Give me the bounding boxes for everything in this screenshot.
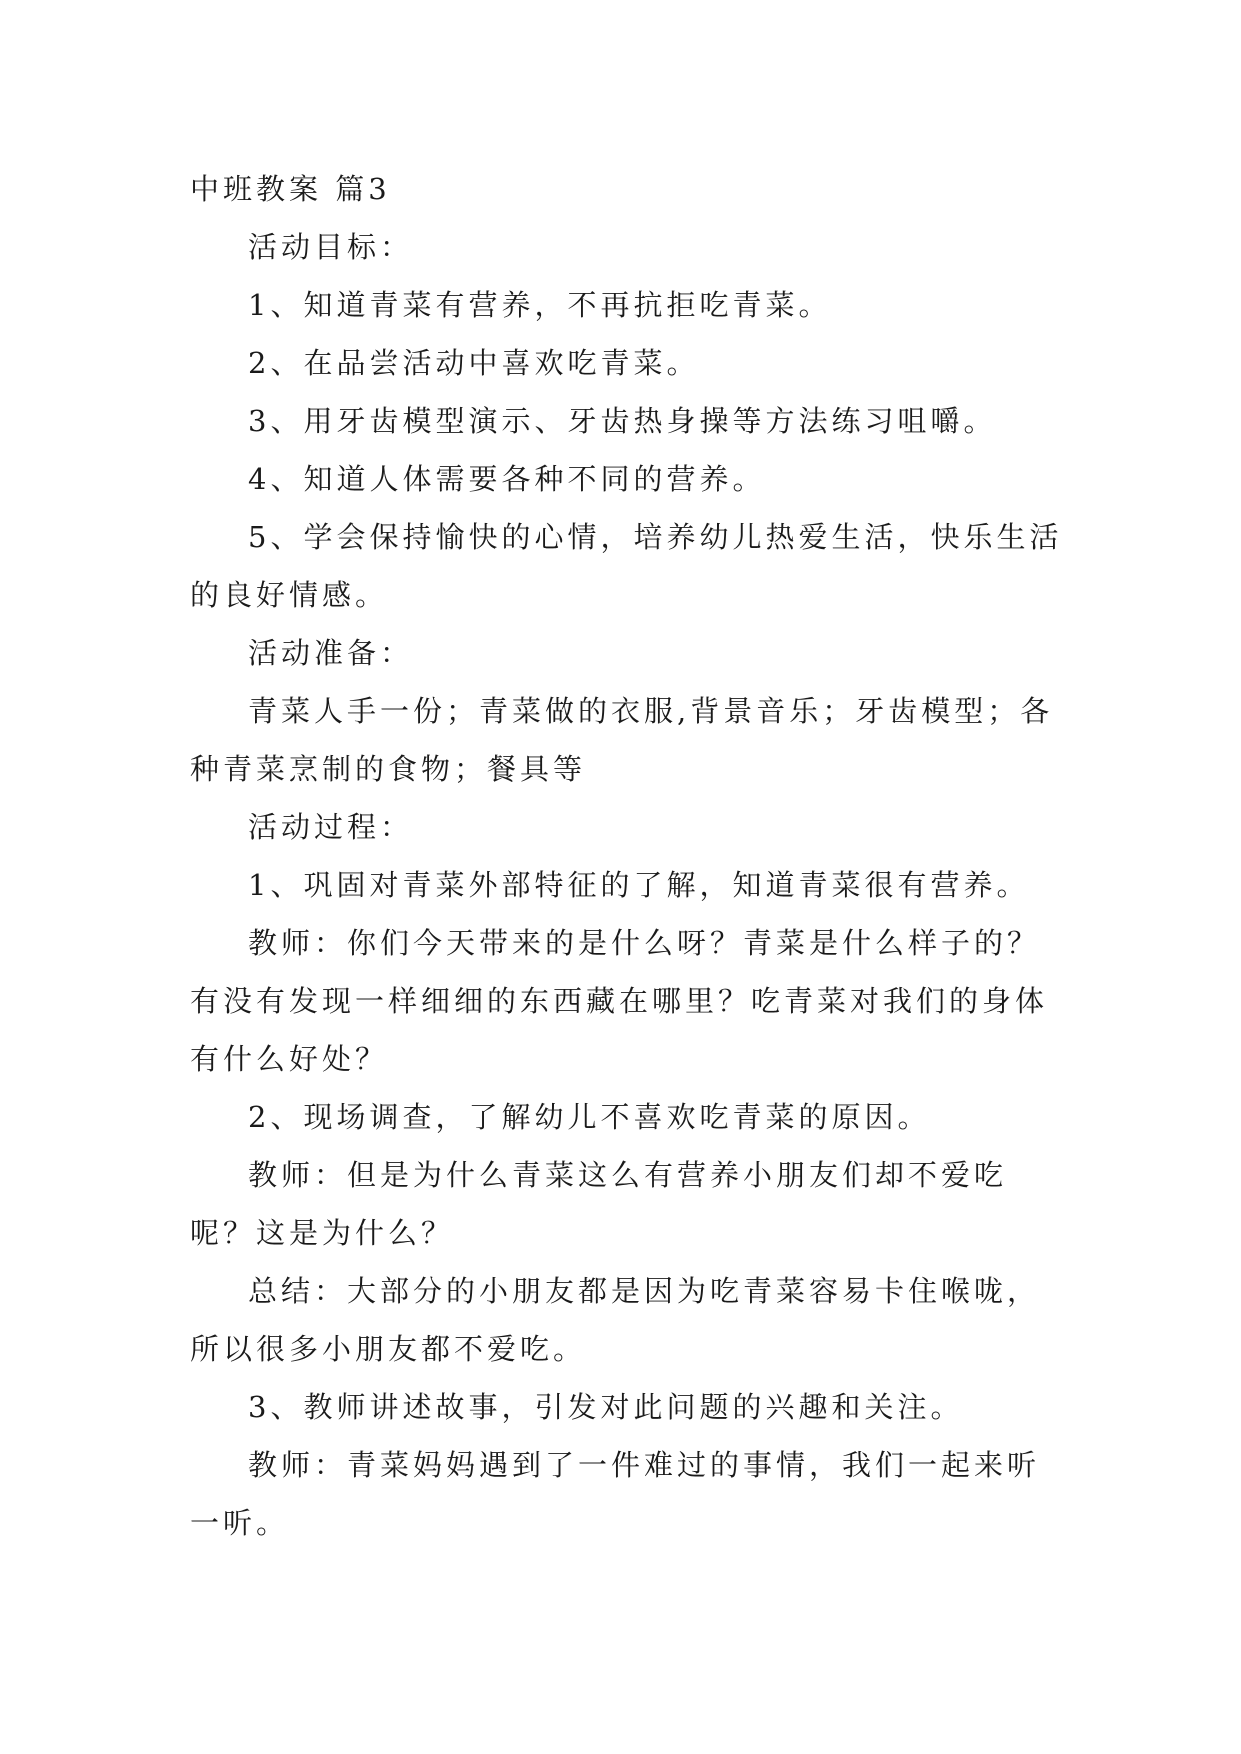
process-step-1: 1、巩固对青菜外部特征的了解，知道青菜很有营养。 <box>248 868 1030 902</box>
process-step-2: 2、现场调查，了解幼儿不喜欢吃青菜的原因。 <box>248 1100 931 1134</box>
section-heading-process: 活动过程： <box>248 810 414 844</box>
process-step-3: 3、教师讲述故事，引发对此问题的兴趣和关注。 <box>248 1390 964 1424</box>
section-heading-preparation: 活动准备： <box>248 636 414 670</box>
goal-item-5: 5、学会保持愉快的心情，培养幼儿热爱生活，快乐生活的良好情感。 <box>190 520 1063 612</box>
teacher-dialogue-2: 教师：但是为什么青菜这么有营养小朋友们却不爱吃呢？这是为什么？ <box>190 1158 1008 1250</box>
section-heading-goals: 活动目标： <box>248 230 414 264</box>
summary-paragraph: 总结：大部分的小朋友都是因为吃青菜容易卡住喉咙，所以很多小朋友都不爱吃。 <box>190 1274 1041 1366</box>
teacher-dialogue-3: 教师：青菜妈妈遇到了一件难过的事情，我们一起来听一听。 <box>190 1448 1041 1540</box>
document-title: 中班教案 篇3 <box>190 172 391 206</box>
document-body <box>190 160 1070 1552</box>
preparation-list: 青菜人手一份；青菜做的衣服,背景音乐；牙齿模型；各种青菜烹制的食物；餐具等 <box>190 694 1054 786</box>
goal-item-2: 2、在品尝活动中喜欢吃青菜。 <box>248 346 700 380</box>
goal-item-1: 1、知道青菜有营养，不再抗拒吃青菜。 <box>248 288 832 322</box>
goal-item-3: 3、用牙齿模型演示、牙齿热身操等方法练习咀嚼。 <box>248 404 997 438</box>
teacher-dialogue-1: 教师：你们今天带来的是什么呀？青菜是什么样子的？有没有发现一样细细的东西藏在哪里？吃青菜对我们的身体有什么好处？ <box>190 926 1049 1076</box>
goal-item-4: 4、知道人体需要各种不同的营养。 <box>248 462 766 496</box>
